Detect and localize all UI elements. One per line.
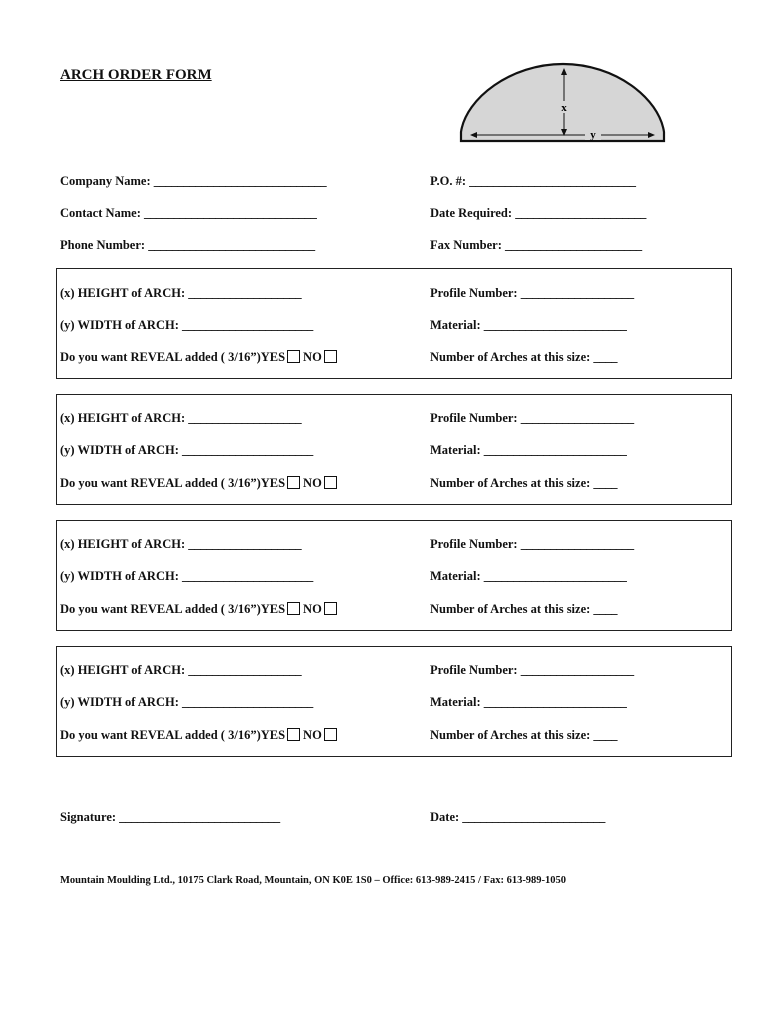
- height-field[interactable]: [60, 663, 301, 678]
- reveal-label: Do you want REVEAL added ( 3/16”)YES: [60, 602, 286, 616]
- diagram-y-label: y: [590, 129, 596, 141]
- width-field[interactable]: [60, 695, 313, 710]
- arch-count-label: Number of Arches at this size:: [430, 350, 591, 364]
- arch-count-blank[interactable]: ____: [593, 728, 618, 742]
- material-blank[interactable]: ________________________: [483, 695, 627, 709]
- profile-number-label: Profile Number:: [430, 663, 518, 677]
- profile-number-label: Profile Number:: [430, 286, 518, 300]
- material-field[interactable]: [430, 695, 627, 710]
- arch-section-3: [56, 520, 732, 631]
- material-blank[interactable]: ________________________: [483, 318, 627, 332]
- width-label: (y) WIDTH of ARCH:: [60, 443, 179, 457]
- phone-number-field[interactable]: [60, 238, 315, 253]
- profile-number-blank[interactable]: ___________________: [520, 286, 634, 300]
- company-name-label: Company Name:: [60, 174, 151, 188]
- no-label: NO: [303, 350, 322, 364]
- height-field[interactable]: [60, 411, 301, 426]
- material-blank[interactable]: ________________________: [483, 443, 627, 457]
- profile-number-label: Profile Number:: [430, 537, 518, 551]
- date-required-field[interactable]: [430, 206, 646, 221]
- date-required-blank[interactable]: ______________________: [515, 206, 647, 220]
- fax-number-label: Fax Number:: [430, 238, 502, 252]
- phone-number-label: Phone Number:: [60, 238, 146, 252]
- contact-name-field[interactable]: [60, 206, 317, 221]
- height-blank[interactable]: ___________________: [188, 286, 302, 300]
- po-number-field[interactable]: [430, 174, 636, 189]
- arch-count-label: Number of Arches at this size:: [430, 728, 591, 742]
- no-label: NO: [303, 602, 322, 616]
- width-label: (y) WIDTH of ARCH:: [60, 318, 179, 332]
- no-label: NO: [303, 728, 322, 742]
- height-field[interactable]: [60, 537, 301, 552]
- arch-count-blank[interactable]: ____: [593, 476, 618, 490]
- yes-checkbox[interactable]: [287, 476, 300, 489]
- width-label: (y) WIDTH of ARCH:: [60, 695, 179, 709]
- height-label: (x) HEIGHT of ARCH:: [60, 663, 186, 677]
- arch-section-2: [56, 394, 732, 505]
- date-blank[interactable]: ________________________: [462, 810, 606, 824]
- po-number-label: P.O. #:: [430, 174, 466, 188]
- profile-number-field[interactable]: [430, 537, 634, 552]
- contact-name-label: Contact Name:: [60, 206, 141, 220]
- width-blank[interactable]: ______________________: [182, 443, 313, 457]
- arch-count-field[interactable]: [430, 476, 617, 491]
- yes-checkbox[interactable]: [287, 728, 300, 741]
- height-field[interactable]: [60, 286, 301, 301]
- material-field[interactable]: [430, 569, 627, 584]
- material-label: Material:: [430, 695, 481, 709]
- height-label: (x) HEIGHT of ARCH:: [60, 286, 186, 300]
- reveal-question: [60, 728, 340, 743]
- arch-diagram: [456, 60, 670, 146]
- width-blank[interactable]: ______________________: [182, 318, 313, 332]
- material-field[interactable]: [430, 318, 627, 333]
- arch-count-field[interactable]: [430, 350, 617, 365]
- reveal-question: [60, 476, 340, 491]
- height-blank[interactable]: ___________________: [188, 537, 302, 551]
- width-field[interactable]: [60, 318, 313, 333]
- signature-blank[interactable]: ___________________________: [119, 810, 280, 824]
- height-label: (x) HEIGHT of ARCH:: [60, 411, 186, 425]
- reveal-label: Do you want REVEAL added ( 3/16”)YES: [60, 728, 286, 742]
- diagram-x-label: x: [561, 102, 567, 114]
- company-name-blank[interactable]: _____________________________: [153, 174, 327, 188]
- yes-checkbox[interactable]: [287, 350, 300, 363]
- arch-count-blank[interactable]: ____: [593, 350, 618, 364]
- no-checkbox[interactable]: [324, 602, 337, 615]
- arch-section-4: [56, 646, 732, 757]
- arch-section-1: [56, 268, 732, 379]
- material-label: Material:: [430, 318, 481, 332]
- date-field[interactable]: [430, 810, 605, 825]
- no-checkbox[interactable]: [324, 350, 337, 363]
- width-blank[interactable]: ______________________: [182, 695, 313, 709]
- arch-count-label: Number of Arches at this size:: [430, 602, 591, 616]
- no-checkbox[interactable]: [324, 476, 337, 489]
- arch-count-label: Number of Arches at this size:: [430, 476, 591, 490]
- company-footer: Mountain Moulding Ltd., 10175 Clark Road, Mountain, ON K0E 1S0 – Office: 613-989-2415 / Fax: 613-989-1050: [60, 875, 567, 886]
- width-blank[interactable]: ______________________: [182, 569, 313, 583]
- reveal-question: [60, 350, 340, 365]
- phone-number-blank[interactable]: ____________________________: [148, 238, 315, 252]
- profile-number-field[interactable]: [430, 286, 634, 301]
- profile-number-field[interactable]: [430, 663, 634, 678]
- signature-field[interactable]: [60, 810, 280, 825]
- reveal-label: Do you want REVEAL added ( 3/16”)YES: [60, 476, 286, 490]
- width-field[interactable]: [60, 569, 313, 584]
- contact-name-blank[interactable]: _____________________________: [144, 206, 317, 220]
- material-field[interactable]: [430, 443, 627, 458]
- profile-number-label: Profile Number:: [430, 411, 518, 425]
- profile-number-blank[interactable]: ___________________: [520, 537, 634, 551]
- po-number-blank[interactable]: ____________________________: [469, 174, 636, 188]
- fax-number-blank[interactable]: _______________________: [505, 238, 642, 252]
- no-label: NO: [303, 476, 322, 490]
- width-label: (y) WIDTH of ARCH:: [60, 569, 179, 583]
- profile-number-field[interactable]: [430, 411, 634, 426]
- height-label: (x) HEIGHT of ARCH:: [60, 537, 186, 551]
- reveal-label: Do you want REVEAL added ( 3/16”)YES: [60, 350, 286, 364]
- arch-count-field[interactable]: [430, 602, 617, 617]
- yes-checkbox[interactable]: [287, 602, 300, 615]
- arch-count-field[interactable]: [430, 728, 617, 743]
- form-title: ARCH ORDER FORM: [60, 67, 212, 83]
- date-required-label: Date Required:: [430, 206, 513, 220]
- company-name-field[interactable]: [60, 174, 326, 189]
- date-label: Date:: [430, 810, 460, 824]
- no-checkbox[interactable]: [324, 728, 337, 741]
- arch-count-blank[interactable]: ____: [593, 602, 618, 616]
- material-blank[interactable]: ________________________: [483, 569, 627, 583]
- signature-label: Signature:: [60, 810, 117, 824]
- height-blank[interactable]: ___________________: [188, 663, 302, 677]
- profile-number-blank[interactable]: ___________________: [520, 411, 634, 425]
- height-blank[interactable]: ___________________: [188, 411, 302, 425]
- reveal-question: [60, 602, 340, 617]
- material-label: Material:: [430, 569, 481, 583]
- profile-number-blank[interactable]: ___________________: [520, 663, 634, 677]
- width-field[interactable]: [60, 443, 313, 458]
- fax-number-field[interactable]: [430, 238, 642, 253]
- material-label: Material:: [430, 443, 481, 457]
